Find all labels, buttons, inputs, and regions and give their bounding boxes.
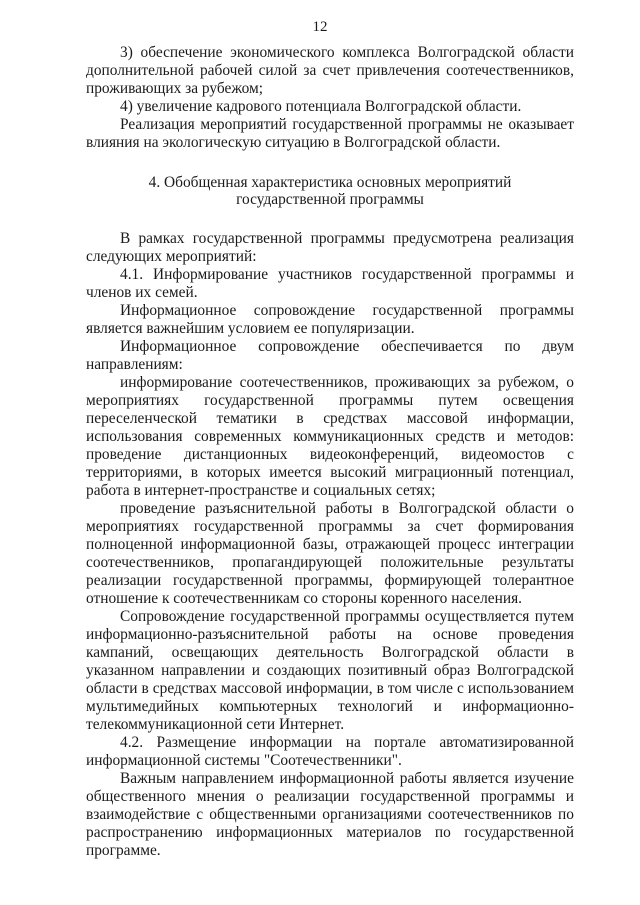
spacer [86,208,574,230]
paragraph-info-support: Информационное сопровождение государственной программы является важнейшим условием ее популяризации. [86,302,574,337]
page-content [86,44,574,860]
paragraph-direction-2: проведение разъяснительной работы в Волгоградской области о мероприятиях государственной программы за счет формирования полноценной информационной базы, отражающей процесс интеграции соотечественников, пропагандирующей положительные результаты реализации государственной программы, формирующей толерантное отношение к соотечественникам со стороны коренного населения. [86,500,574,607]
paragraph-goal-4: 4) увеличение кадрового потенциала Волгоградской области. [120,98,522,115]
paragraph-item-4-2: 4.2. Размещение информации на портале автоматизированной информационной системы "Соотечественники". [86,734,574,769]
paragraph-intro: В рамках государственной программы предусмотрена реализация следующих мероприятий: [86,230,574,265]
page-number: 12 [312,19,328,35]
paragraph-ecology: Реализация мероприятий государственной программы не оказывает влияния на экологическую ситуацию в Волгоградской области. [86,116,574,151]
paragraph-goal-3: 3) обеспечение экономического комплекса Волгоградской области дополнительной рабочей силой за счет привлечения соотечественников, проживающих за рубежом; [86,44,574,97]
paragraph-public-opinion: Важным направлением информационной работы является изучение общественного мнения о реализации государственной программы и взаимодействие с общественными организациями соотечественников по распространению информационных материалов по государственной программе. [86,770,574,859]
spacer [86,152,574,174]
paragraph-two-directions: Информационное сопровождение обеспечивается по двум направлениям: [86,338,574,373]
paragraph-item-4-1: 4.1. Информирование участников государственной программы и членов их семей. [86,266,574,301]
section-heading: 4. Обобщенная характеристика основных мероприятий государственной программы [148,174,512,208]
paragraph-campaigns: Сопровождение государственной программы осуществляется путем информационно-разъяснительной работы на основе проведения кампаний, освещающих деятельность Волгоградской области в указанном направлении и создающих позитивный образ Волгоградской области в средствах массовой информации, в том числе с использованием мультимедийных компьютерных технологий и информационно-телекоммуникационной сети Интернет. [86,608,574,733]
paragraph-direction-1: информирование соотечественников, проживающих за рубежом, о мероприятиях государственной программы путем освещения переселенческой тематики в средствах массовой информации, использования современных коммуникационных средств и методов: проведение дистанционных видеоконференций, видеомостов с территориями, в которых имеется высокий миграционный потенциал, работа в интернет-пространстве и социальных сетях; [86,374,574,499]
